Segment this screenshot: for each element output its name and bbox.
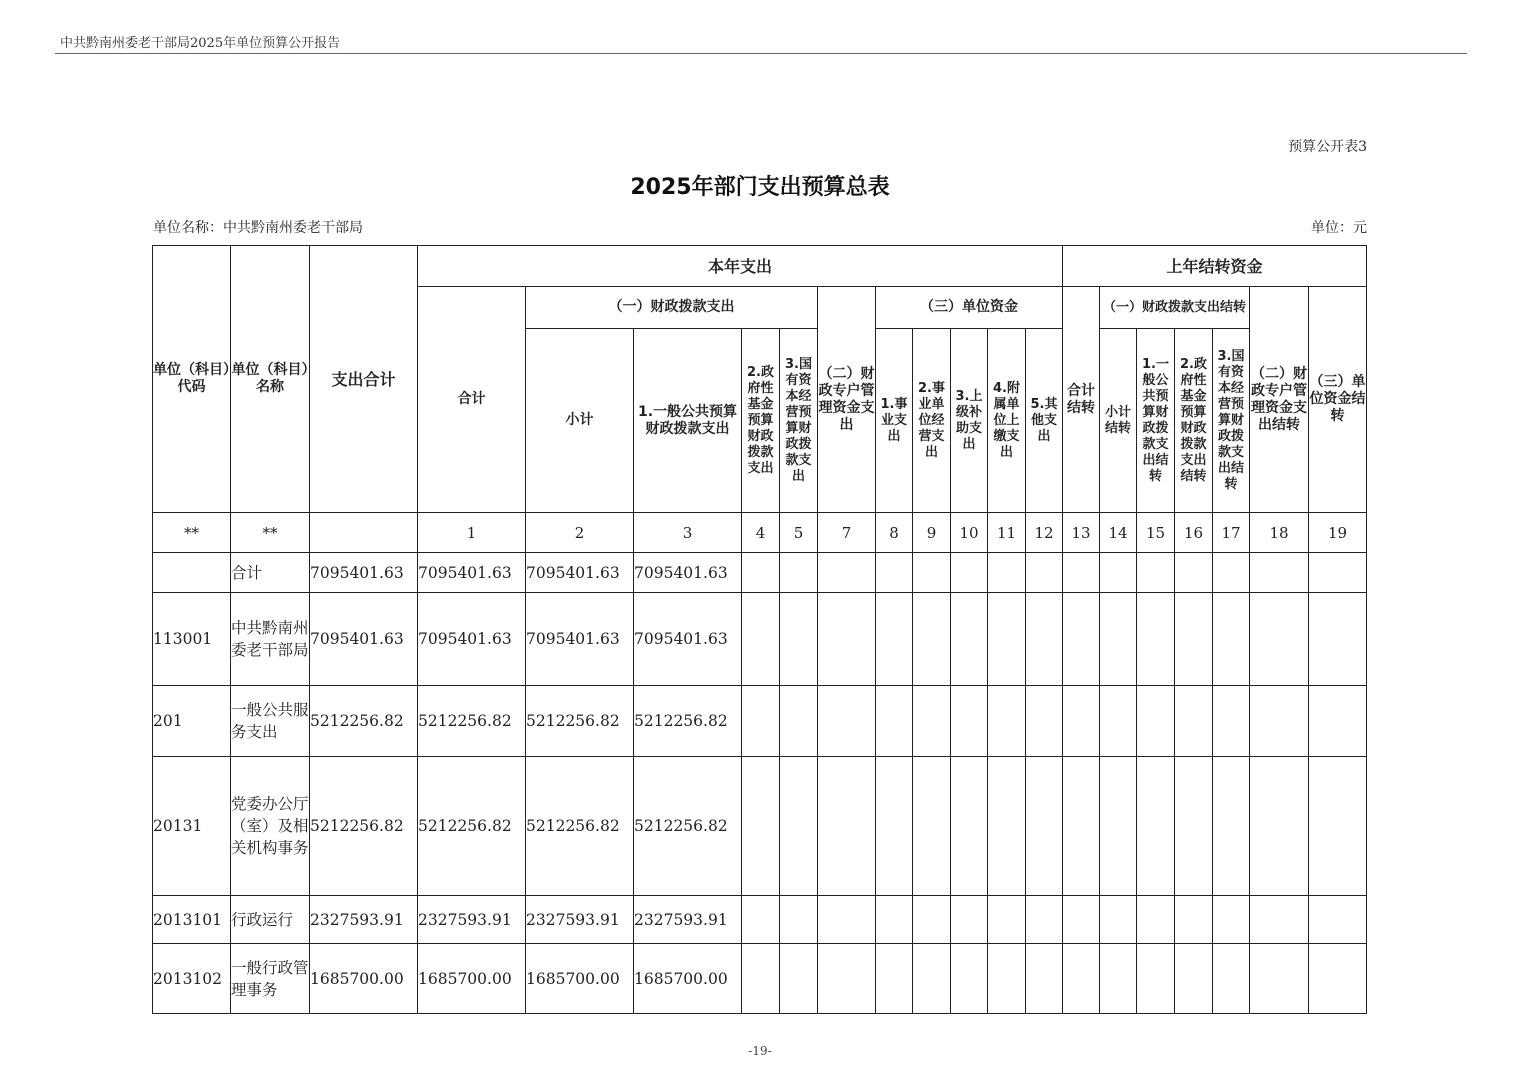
index-cell: 11 [988,513,1026,553]
currency-unit: 单位：元 [1311,220,1367,236]
row-ty-total: 5212256.82 [418,686,526,757]
row-name: 一般行政管理事务 [231,944,310,1014]
index-cell: 5 [780,513,818,553]
col-header-c-fiscal-2: 2.政府性基金预算财政拨款支出结转 [1175,329,1213,513]
index-cell: 10 [951,513,988,553]
col-header-c-fiscal-3: 3.国有资本经营预算财政拨款支出结转 [1213,329,1250,513]
report-header: 中共黔南州委老干部局2025年单位预算公开报告 [60,36,341,51]
row-name: 党委办公厅（室）及相关机构事务 [231,757,310,896]
row-general-budget: 5212256.82 [634,757,742,896]
row-total: 5212256.82 [310,686,418,757]
form-number: 预算公开表3 [1288,139,1367,155]
col-header-ty-fiscal-3: 3.国有资本经营预算财政拨款支出 [780,329,818,513]
unit-name: 单位名称：中共黔南州委老干部局 [153,220,363,236]
index-cell: 8 [876,513,913,553]
col-header-c-fiscal-1: 1.一般公共预算财政拨款支出结转 [1137,329,1175,513]
index-cell: ** [231,513,310,553]
col-header-c-unit: （三）单位资金结转 [1309,287,1367,513]
row-total: 5212256.82 [310,757,418,896]
col-header-carry-over: 上年结转资金 [1063,246,1367,287]
index-cell: 9 [913,513,951,553]
row-ty-total: 5212256.82 [418,757,526,896]
page-title: 2025年部门支出预算总表 [630,175,890,200]
row-total: 1685700.00 [310,944,418,1014]
index-cell: 12 [1026,513,1063,553]
index-cell: 4 [742,513,780,553]
row-ty-total: 7095401.63 [418,593,526,686]
col-header-ty-unit-3: 3.上级补助支出 [951,329,988,513]
expenditure-budget-table [152,245,1367,1014]
index-cell: 13 [1063,513,1100,553]
row-total: 2327593.91 [310,896,418,944]
row-name: 一般公共服务支出 [231,686,310,757]
col-header-ty-unit-1: 1.事业支出 [876,329,913,513]
col-header-this-year: 本年支出 [418,246,1063,287]
col-header-name: 单位（科目）名称 [231,246,310,513]
index-row [153,513,1367,553]
row-ty-total: 1685700.00 [418,944,526,1014]
col-header-code: 单位（科目）代码 [153,246,231,513]
table-row [153,686,1367,757]
col-header-ty-unit-2: 2.事业单位经营支出 [913,329,951,513]
col-header-ty-unit-5: 5.其他支出 [1026,329,1063,513]
col-header-c-total: 合计结转 [1063,287,1100,513]
row-general-budget: 2327593.91 [634,896,742,944]
col-header-c-fiscal: （一）财政拨款支出结转 [1100,287,1250,329]
index-cell: 17 [1213,513,1250,553]
index-cell: 3 [634,513,742,553]
row-code: 2013101 [153,896,231,944]
row-name: 合计 [231,553,310,593]
row-name: 行政运行 [231,896,310,944]
row-code: 2013102 [153,944,231,1014]
index-cell: 16 [1175,513,1213,553]
row-fiscal-subtotal: 7095401.63 [526,553,634,593]
col-header-ty-total: 合计 [418,287,526,513]
row-ty-total: 2327593.91 [418,896,526,944]
row-name: 中共黔南州委老干部局 [231,593,310,686]
col-header-ty-fiscal-sub: 小计 [526,329,634,513]
col-header-c-fiscal-sub: 小计结转 [1100,329,1137,513]
row-fiscal-subtotal: 2327593.91 [526,896,634,944]
table-row [153,553,1367,593]
index-cell: 7 [818,513,876,553]
table-row [153,593,1367,686]
row-fiscal-subtotal: 5212256.82 [526,757,634,896]
row-code: 20131 [153,757,231,896]
col-header-c-special: （二）财政专户管理资金支出结转 [1250,287,1309,513]
index-cell: ** [153,513,231,553]
page-number: -19- [748,1044,772,1058]
col-header-ty-fiscal-2: 2.政府性基金预算财政拨款支出 [742,329,780,513]
index-cell: 15 [1137,513,1175,553]
table-row [153,944,1367,1014]
row-code: 201 [153,686,231,757]
header-divider [55,53,1467,54]
index-cell [310,513,418,553]
row-code [153,553,231,593]
row-total: 7095401.63 [310,553,418,593]
row-general-budget: 7095401.63 [634,553,742,593]
col-header-ty-special: （二）财政专户管理资金支出 [818,287,876,513]
row-general-budget: 7095401.63 [634,593,742,686]
col-header-ty-fiscal-1: 1.一般公共预算财政拨款支出 [634,329,742,513]
row-general-budget: 1685700.00 [634,944,742,1014]
index-cell: 19 [1309,513,1367,553]
index-cell: 18 [1250,513,1309,553]
row-fiscal-subtotal: 5212256.82 [526,686,634,757]
row-fiscal-subtotal: 7095401.63 [526,593,634,686]
index-cell: 2 [526,513,634,553]
index-cell: 14 [1100,513,1137,553]
row-general-budget: 5212256.82 [634,686,742,757]
row-code: 113001 [153,593,231,686]
table-row [153,896,1367,944]
table-row [153,757,1367,896]
col-header-ty-unit-4: 4.附属单位上缴支出 [988,329,1026,513]
row-total: 7095401.63 [310,593,418,686]
col-header-ty-fiscal: （一）财政拨款支出 [526,287,818,329]
row-ty-total: 7095401.63 [418,553,526,593]
col-header-ty-unit: （三）单位资金 [876,287,1063,329]
index-cell: 1 [418,513,526,553]
row-fiscal-subtotal: 1685700.00 [526,944,634,1014]
col-header-total: 支出合计 [310,246,418,513]
